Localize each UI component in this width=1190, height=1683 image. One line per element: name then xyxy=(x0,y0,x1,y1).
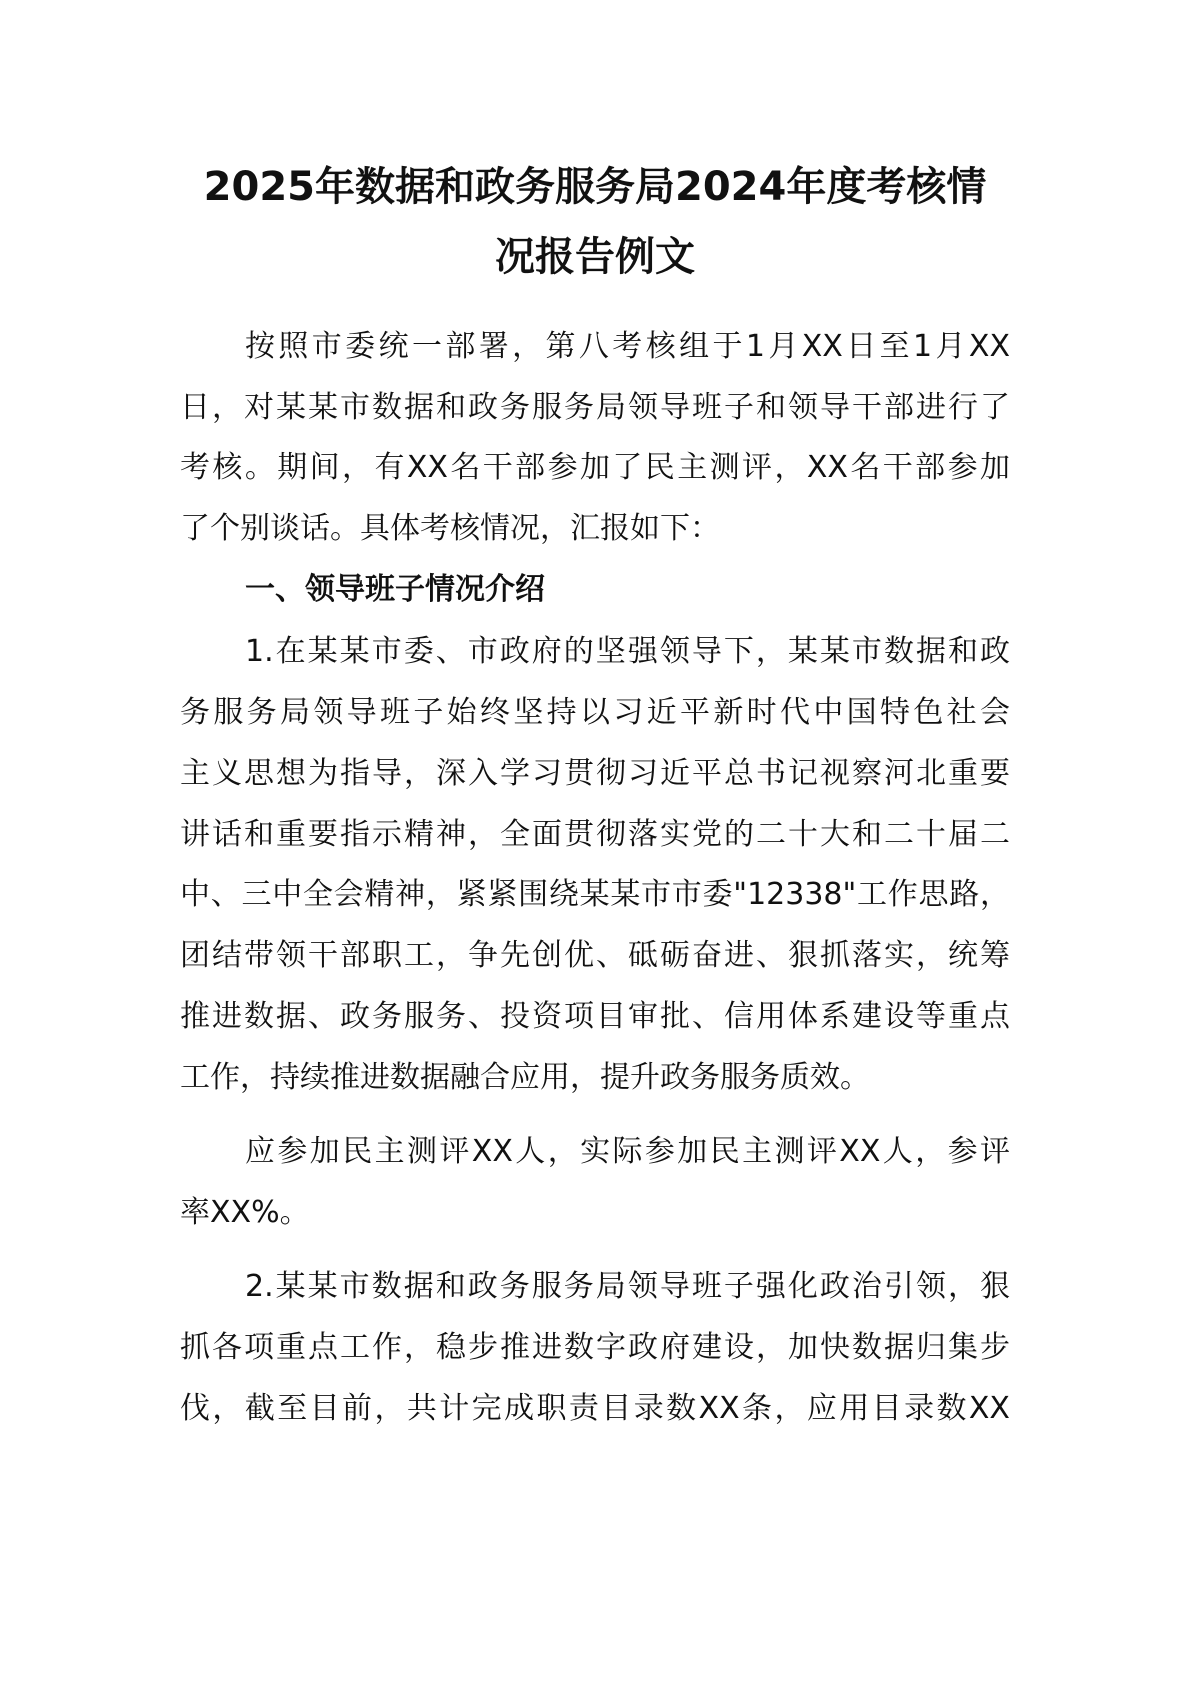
paragraph-line: 了个别谈话。具体考核情况，汇报如下： xyxy=(180,511,720,546)
title-line-2: 况报告例文 xyxy=(495,234,695,280)
paragraph-line: 主义思想为指导，深入学习贯彻习近平总书记视察河北重要 xyxy=(180,756,1010,791)
paragraph-line: 工作，持续推进数据融合应用，提升政务服务质效。 xyxy=(180,1060,870,1095)
paragraph-line: 中、三中全会精神，紧紧围绕某某市市委"12338"工作思路， xyxy=(180,877,1010,912)
section-heading: 一、领导班子情况介绍 xyxy=(245,572,545,607)
paragraph-line: 伐，截至目前，共计完成职责目录数XX条，应用目录数XX xyxy=(180,1391,1010,1426)
paragraph-line: 讲话和重要指示精神，全面贯彻落实党的二十大和二十届二 xyxy=(180,817,1010,852)
paragraph-line: 抓各项重点工作，稳步推进数字政府建设，加快数据归集步 xyxy=(180,1330,1010,1365)
title-line-1: 2025年数据和政务服务局2024年度考核情 xyxy=(203,164,987,210)
paragraph-line: 应参加民主测评XX人，实际参加民主测评XX人，参评 xyxy=(245,1134,1010,1169)
paragraph-line: 率XX%。 xyxy=(180,1195,310,1230)
paragraph-line: 推进数据、政务服务、投资项目审批、信用体系建设等重点 xyxy=(180,999,1010,1034)
paragraph-line: 日，对某某市数据和政务服务局领导班子和领导干部进行了 xyxy=(180,390,1010,425)
paragraph-line: 务服务局领导班子始终坚持以习近平新时代中国特色社会 xyxy=(180,695,1010,730)
paragraph-line: 1.在某某市委、市政府的坚强领导下，某某市数据和政 xyxy=(245,634,1010,669)
document-title xyxy=(150,152,1040,292)
paragraph-line: 2.某某市数据和政务服务局领导班子强化政治引领，狠 xyxy=(245,1269,1010,1304)
paragraph-line: 考核。期间，有XX名干部参加了民主测评，XX名干部参加 xyxy=(180,450,1010,485)
paragraph-line: 按照市委统一部署，第八考核组于1月XX日至1月XX xyxy=(245,329,1010,364)
paragraph-line: 团结带领干部职工，争先创优、砥砺奋进、狠抓落实，统筹 xyxy=(180,938,1010,973)
